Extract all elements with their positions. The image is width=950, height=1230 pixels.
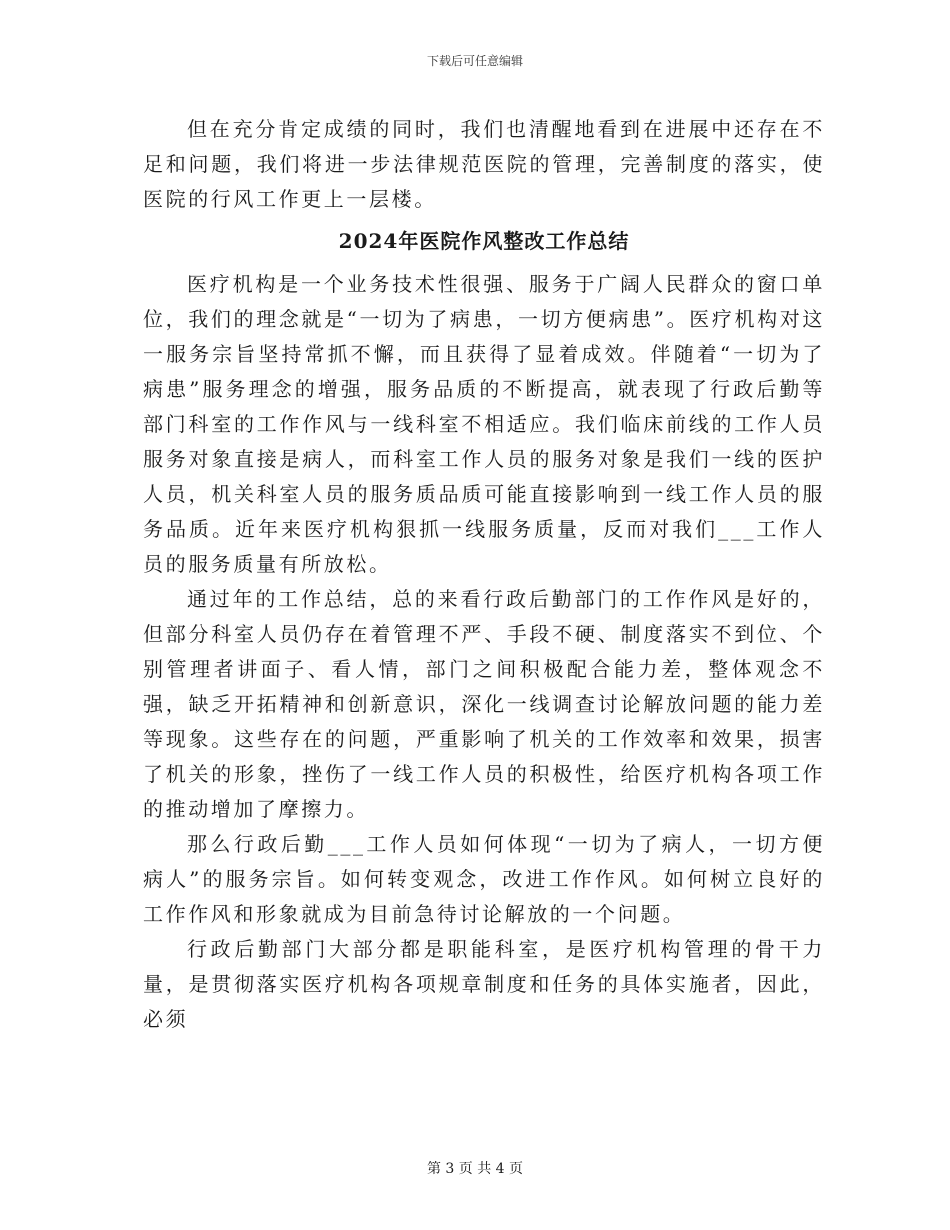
body-paragraph-2: 通过年的工作总结，总的来看行政后勤部门的工作作风是好的，但部分科室人员仍存在着管理不严、手段不硬、制度落实不到位、个别管理者讲面子、看人情，部门之间积极配合能力差，整体观念不强，缺乏开拓精神和创新意识，深化一线调查讨论解放问题的能力差等现象。这些存在的问题，严重影响了机关的工作效率和效果，损害了机关的形象，挫伤了一线工作人员的积极性，给医疗机构各项工作的推动增加了摩擦力。 bbox=[143, 587, 825, 821]
page-header: 下载后可任意编辑 bbox=[426, 54, 523, 68]
intro-paragraph: 但在充分肯定成绩的同时，我们也清醒地看到在进展中还存在不足和问题，我们将进一步法律规范医院的管理，完善制度的落实，使医院的行风工作更上一层楼。 bbox=[143, 117, 825, 211]
page-footer: 第 3 页 共 4 页 bbox=[426, 1161, 524, 1177]
body-paragraph-4: 行政后勤部门大部分都是职能科室，是医疗机构管理的骨干力量，是贯彻落实医疗机构各项规章制度和任务的具体实施者，因此，必须 bbox=[143, 937, 825, 1031]
document-title: 2024年医院作风整改工作总结 bbox=[338, 229, 630, 253]
body-paragraph-3: 那么行政后勤___工作人员如何体现“一切为了病人，一切方便病人”的服务宗旨。如何转变观念，改进工作作风。如何树立良好的工作作风和形象就成为目前急待讨论解放的一个问题。 bbox=[143, 832, 825, 926]
body-paragraph-1: 医疗机构是一个业务技术性很强、服务于广阔人民群众的窗口单位，我们的理念就是“一切为了病患，一切方便病患”。医疗机构对这一服务宗旨坚持常抓不懈，而且获得了显着成效。伴随着“一切为了病患”服务理念的增强，服务品质的不断提高，就表现了行政后勤等部门科室的工作作风与一线科室不相适应。我们临床前线的工作人员服务对象直接是病人，而科室工作人员的服务对象是我们一线的医护人员，机关科室人员的服务质品质可能直接影响到一线工作人员的服务品质。近年来医疗机构狠抓一线服务质量，反而对我们___工作人员的服务质量有所放松。 bbox=[143, 272, 825, 576]
document-body bbox=[143, 112, 825, 1037]
